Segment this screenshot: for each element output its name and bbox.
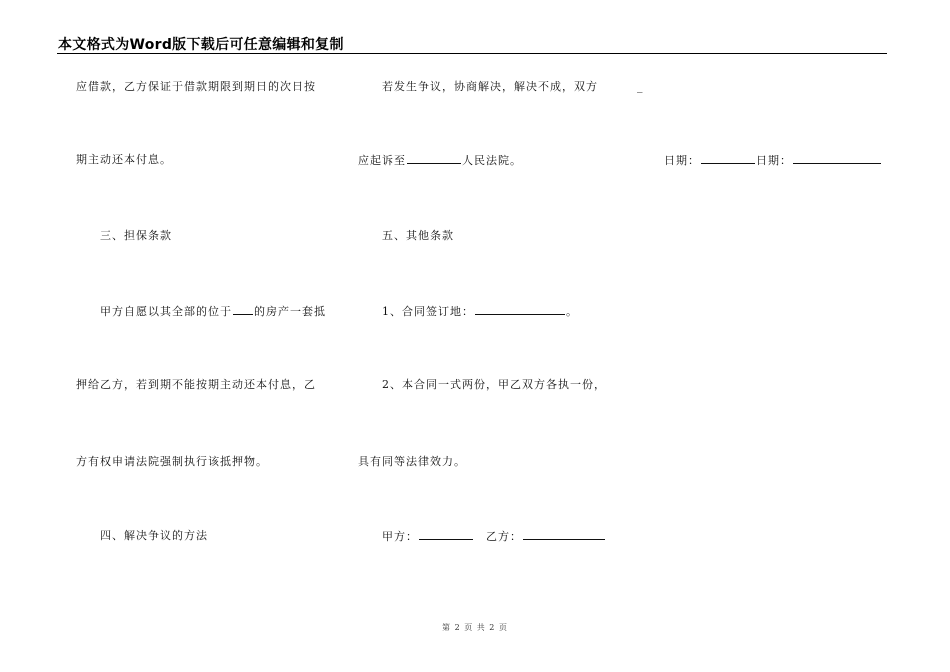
dispute-text-line-1: 若发生争议，协商解决，解决不成，双方 bbox=[382, 80, 598, 93]
dispute-text-line-1-tail: _ bbox=[637, 80, 644, 93]
party-b-label: 乙方： bbox=[486, 530, 522, 543]
date-line bbox=[664, 153, 882, 168]
copies-text-line: 2、本合同一式两份，甲乙双方各执一份， bbox=[382, 378, 606, 391]
section-heading-dispute: 四、解决争议的方法 bbox=[100, 529, 208, 542]
clause-text-line-4 bbox=[100, 304, 326, 319]
party-a-label: 甲方： bbox=[382, 530, 418, 543]
section-heading-other: 五、其他条款 bbox=[382, 229, 454, 242]
document-header-title: 本文格式为Word版下载后可任意编辑和复制 bbox=[58, 37, 344, 53]
clause-text-line-4-end: 的房产一套抵 bbox=[254, 305, 326, 318]
party-a-blank bbox=[419, 529, 473, 540]
page-number-footer: 第 2 页 共 2 页 bbox=[442, 623, 508, 632]
legal-effect-line: 具有同等法律效力。 bbox=[358, 455, 466, 468]
clause-text-line-1: 应借款，乙方保证于借款期限到期日的次日按 bbox=[76, 80, 316, 93]
date-blank-2 bbox=[793, 153, 881, 164]
date-label-1: 日期： bbox=[664, 154, 700, 167]
signing-place-blank bbox=[475, 304, 565, 315]
dispute-text-line-2-end: 人民法院。 bbox=[462, 154, 522, 167]
clause-text-line-6: 方有权申请法院强制执行该抵押物。 bbox=[76, 455, 268, 468]
court-name-blank bbox=[407, 153, 461, 164]
dispute-text-line-2-start: 应起诉至 bbox=[358, 154, 406, 167]
property-location-blank bbox=[233, 304, 253, 315]
party-signature-line bbox=[382, 529, 606, 544]
signing-place-label: 1、合同签订地： bbox=[382, 305, 474, 318]
section-heading-guarantee: 三、担保条款 bbox=[100, 229, 172, 242]
clause-text-line-5: 押给乙方，若到期不能按期主动还本付息，乙 bbox=[76, 378, 316, 391]
signing-place-line bbox=[382, 304, 578, 319]
date-blank-1 bbox=[701, 153, 755, 164]
party-b-blank bbox=[523, 529, 605, 540]
clause-text-line-2: 期主动还本付息。 bbox=[76, 153, 172, 166]
clause-text-line-4-start: 甲方自愿以其全部的位于 bbox=[100, 305, 232, 318]
date-label-2: 日期： bbox=[756, 154, 792, 167]
header-divider bbox=[57, 53, 887, 54]
dispute-text-line-2 bbox=[358, 153, 522, 168]
signing-place-end: 。 bbox=[566, 305, 578, 318]
